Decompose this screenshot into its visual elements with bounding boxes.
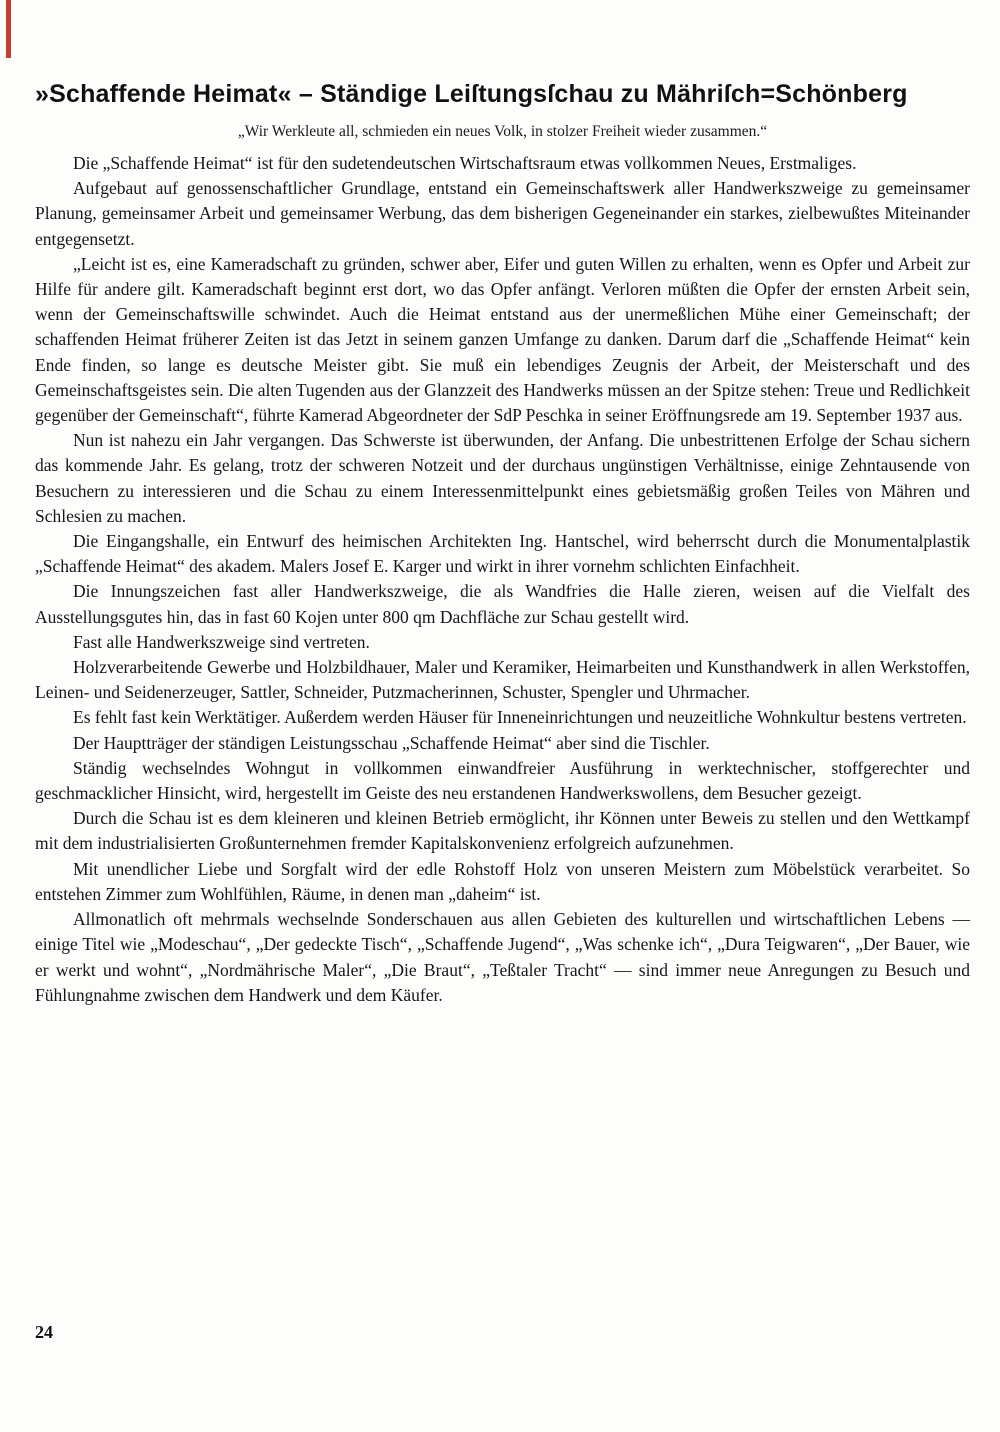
paragraph: Allmonatlich oft mehrmals wechselnde Sonderschauen aus allen Gebieten des kulturellen und wirtschaftlichen Lebens — einige Titel wie „Modeschau“, „Der gedeckte Tisch“, „Schaffende Jugend“, „Was schenke ich“, „Dura Teigwaren“, „Der Bauer, wie er werkt und wohnt“, „Nordmährische Maler“, „Die Braut“, „Teßtaler Tracht“ — sind immer neue Anregungen zu Besuch und Fühlungnahme zwischen dem Handwerk und dem Käufer.: [35, 909, 970, 1005]
paragraph: Es fehlt fast kein Werktätiger. Außerdem werden Häuser für Inneneinrichtungen und neuzeitliche Wohnkultur bestens vertreten.: [73, 707, 967, 728]
paragraph: Die „Schaffende Heimat“ ist für den sudetendeutschen Wirtschaftsraum etwas vollkommen Neues, Erstmaliges.: [73, 153, 857, 173]
motto-subtitle: „Wir Werkleute all, schmieden ein neues Volk, in stolzer Freiheit wieder zusammen.“: [237, 123, 768, 140]
paragraph: Fast alle Handwerkszweige sind vertreten.: [73, 631, 370, 652]
page-number: 24: [35, 1322, 53, 1342]
article-body: [35, 151, 970, 1008]
paragraph: Ständig wechselndes Wohngut in vollkommen einwandfreier Ausführung in werktechnischer, stoffgerechter und geschmacklicher Hinsicht, wird, hergestellt im Geiste des neu erstandenen Handwerkswollens, dem Besucher gezeigt.: [35, 757, 970, 804]
paragraph: „Leicht ist es, eine Kameradschaft zu gründen, schwer aber, Eifer und guten Willen zu erhalten, wenn es Opfer und Arbeit zur Hilfe für andere gilt. Kameradschaft beginnt erst dort, wo das Opfer anfängt. Verloren müßten die Opfer der ernsten Arbeit sein, wenn der Gemeinschaftswille schwindet. Auch die Heimat entstand aus der unermeßlichen Mühe einer Gemeinschaft; der schaffenden Heimat früherer Zeiten ist das Jetzt in seinem ganzen Umfange zu danken. Darum darf die „Schaffende Heimat“ kein Ende finden, so lange es deutsche Meister gibt. Sie muß ein lebendiges Zeugnis der Arbeit, der Meisterschaft und des Gemeinschaftsgeistes sein. Die alten Tugenden aus der Glanzzeit des Handwerks müssen an der Spitze stehen: Treue und Redlichkeit gegenüber der Gemeinschaft“, führte Kamerad Abgeordneter der SdP Peschka in seiner Eröffnungsrede am 19. September 1937 aus.: [35, 253, 970, 426]
paragraph: Mit unendlicher Liebe und Sorgfalt wird der edle Rohstoff Holz von unseren Meistern zum Möbelstück verarbeitet. So entstehen Zimmer zum Wohlfühlen, Räume, in denen man „daheim“ ist.: [35, 858, 970, 904]
paragraph: Nun ist nahezu ein Jahr vergangen. Das Schwerste ist überwunden, der Anfang. Die unbestrittenen Erfolge der Schau sichern das kommende Jahr. Es gelang, trotz der schweren Notzeit und der durchaus ungünstigen Verhältnisse, einige Zehntausende von Besuchern zu interessieren und die Schau zu einem Interessenmittelpunkt eines gebietsmäßig großen Teiles von Mähren und Schlesien zu machen.: [35, 430, 970, 526]
paragraph: Die Eingangshalle, ein Entwurf des heimischen Architekten Ing. Hantschel, wird beherrscht durch die Monumentalplastik „Schaffende Heimat“ des akadem. Malers Josef E. Karger und wirkt in ihrer vornehm schlichten Einfachheit.: [35, 531, 970, 577]
paragraph: Durch die Schau ist es dem kleineren und kleinen Betrieb ermöglicht, ihr Können unter Beweis zu stellen und den Wettkampf mit dem industrialisierten Großunternehmen fremder Kapitalskonvenienz erfolgreich aufzunehmen.: [35, 808, 970, 854]
paragraph: Holzverarbeitende Gewerbe und Holzbildhauer, Maler und Keramiker, Heimarbeiten und Kunsthandwerk in allen Werkstoffen, Leinen- und Seidenerzeuger, Sattler, Schneider, Putzmacherinnen, Schuster, Spengler und Uhrmacher.: [35, 657, 970, 703]
page-title: »Schaffende Heimat« – Ständige Leiſtungsſchau zu Mähriſch=Schönberg: [35, 80, 908, 108]
paragraph: Der Hauptträger der ständigen Leistungsschau „Schaffende Heimat“ aber sind die Tischler.: [73, 732, 710, 753]
paragraph: Die Innungszeichen fast aller Handwerkszweige, die als Wandfries die Halle zieren, weisen auf die Vielfalt des Ausstellungsgutes hin, das in fast 60 Kojen unter 800 qm Dachfläche zur Schau gestellt wird.: [35, 581, 970, 627]
red-scan-mark: [6, 0, 11, 58]
page-content: [35, 80, 970, 1008]
paragraph: Aufgebaut auf genossenschaftlicher Grundlage, entstand ein Gemeinschaftswerk aller Handwerkszweige zu gemeinsamer Planung, gemeinsamer Arbeit und gemeinsamer Werbung, das dem bisherigen Gegeneinander ein starkes, zielbewußtes Miteinander entgegensetzt.: [35, 178, 970, 249]
